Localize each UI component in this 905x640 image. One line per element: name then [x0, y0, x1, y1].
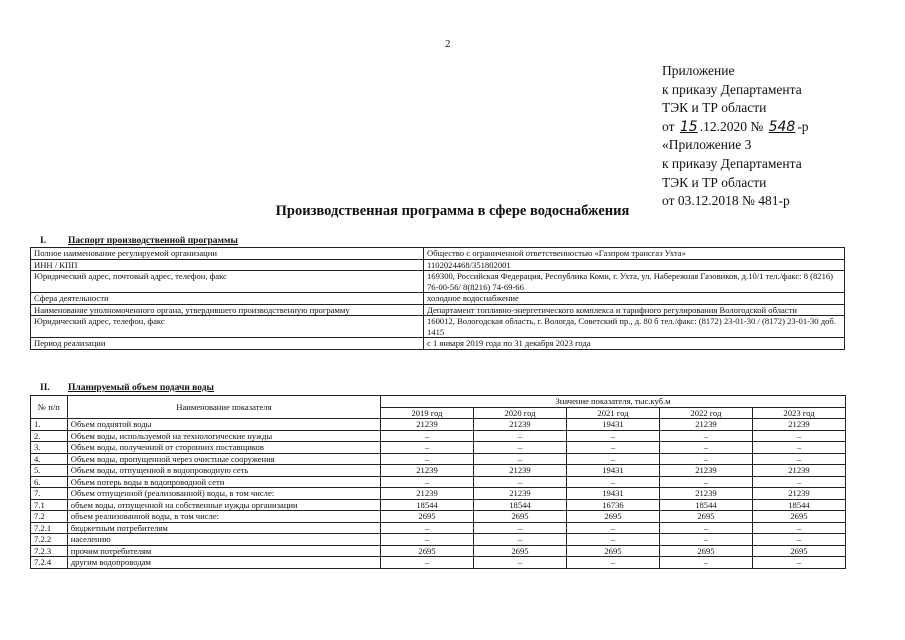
- row-name: объем реализованной воды, в том числе:: [67, 511, 380, 523]
- row-value: –: [659, 557, 752, 569]
- col-header-values: Значение показателя, тыс.куб.м: [381, 396, 846, 408]
- passport-row: [31, 248, 845, 260]
- table-row: [31, 511, 846, 523]
- row-value: –: [752, 430, 845, 442]
- year-header: 2020 год: [473, 407, 566, 419]
- row-number: 7.2.2: [31, 534, 68, 546]
- row-name: прочим потребителям: [67, 545, 380, 557]
- appendix-line: к приказу Департамента: [662, 81, 802, 97]
- appendix-line: к приказу Департамента: [662, 155, 802, 171]
- row-name: Объем воды, используемой на технологические нужды: [67, 430, 380, 442]
- appendix-line: «Приложение 3: [662, 137, 752, 153]
- order-date-rest: .12.2020 №: [699, 118, 764, 134]
- row-value: –: [752, 557, 845, 569]
- row-number: 7.2.1: [31, 522, 68, 534]
- section-number: I.: [40, 236, 47, 246]
- passport-value: 169300, Российская Федерация, Республика Коми, г. Ухта, ул. Набережная Газовиков, д.10/1 тел./факс: 8 (8216) 76-00-56/ 8(8216) 74-69-66: [424, 271, 845, 293]
- row-value: –: [659, 522, 752, 534]
- table-row: [31, 545, 846, 557]
- table-row: [31, 430, 846, 442]
- row-name: Объем поднятой воды: [67, 419, 380, 431]
- row-value: –: [752, 534, 845, 546]
- handwritten-number: 548: [768, 118, 796, 135]
- row-value: –: [381, 522, 474, 534]
- row-value: –: [752, 522, 845, 534]
- passport-key: Наименование уполномоченного органа, утвердившего производственную программу: [31, 304, 424, 316]
- row-number: 2.: [31, 430, 68, 442]
- row-value: –: [752, 476, 845, 488]
- year-header: 2019 год: [381, 407, 474, 419]
- row-value: –: [473, 442, 566, 454]
- section-title: Паспорт производственной программы: [68, 236, 238, 246]
- section-title: Планируемый объем подачи воды: [68, 383, 214, 393]
- section2-heading: [40, 383, 214, 393]
- row-value: 21239: [752, 465, 845, 477]
- row-value: 21239: [659, 488, 752, 500]
- passport-value: Общество с ограниченной ответственностью «Газпром трансгаз Ухта»: [424, 248, 845, 260]
- row-value: –: [566, 430, 659, 442]
- passport-key: Полное наименование регулируемой организации: [31, 248, 424, 260]
- row-value: –: [473, 557, 566, 569]
- row-value: –: [381, 430, 474, 442]
- passport-table: [30, 247, 845, 350]
- row-value: 21239: [659, 419, 752, 431]
- passport-value: 1102024468/351802001: [424, 259, 845, 271]
- document-title: Производственная программа в сфере водоснабжения: [275, 203, 630, 219]
- row-number: 3.: [31, 442, 68, 454]
- row-value: 18544: [752, 499, 845, 511]
- col-header-number: № п/п: [31, 396, 68, 419]
- row-value: –: [752, 442, 845, 454]
- row-value: –: [566, 453, 659, 465]
- row-number: 7.: [31, 488, 68, 500]
- passport-value: с 1 января 2019 года по 31 декабря 2023 года: [424, 338, 845, 350]
- row-value: –: [473, 476, 566, 488]
- volume-table: [30, 395, 846, 569]
- row-value: 21239: [381, 488, 474, 500]
- row-value: 2695: [473, 511, 566, 523]
- row-value: –: [566, 534, 659, 546]
- order-prefix: от: [662, 118, 675, 134]
- year-header: 2022 год: [659, 407, 752, 419]
- row-value: 21239: [752, 419, 845, 431]
- passport-row: [31, 259, 845, 271]
- table-row: [31, 419, 846, 431]
- passport-row: [31, 293, 845, 305]
- row-value: 21239: [381, 419, 474, 431]
- row-value: 2695: [566, 511, 659, 523]
- passport-row: [31, 304, 845, 316]
- table-row: [31, 522, 846, 534]
- handwritten-day: 15: [679, 118, 698, 135]
- row-value: –: [381, 557, 474, 569]
- table-row: [31, 499, 846, 511]
- row-value: –: [566, 557, 659, 569]
- row-name: Объем воды, пропущенной через очистные сооружения: [67, 453, 380, 465]
- row-name: Объем потерь воды в водопроводной сети: [67, 476, 380, 488]
- table-row: [31, 557, 846, 569]
- appendix-line: ТЭК и ТР области: [662, 100, 767, 116]
- row-value: –: [473, 534, 566, 546]
- row-value: 2695: [659, 545, 752, 557]
- row-number: 7.2.4: [31, 557, 68, 569]
- row-value: –: [659, 430, 752, 442]
- row-name: населению: [67, 534, 380, 546]
- row-value: –: [659, 453, 752, 465]
- row-value: 2695: [381, 511, 474, 523]
- row-value: –: [659, 476, 752, 488]
- row-value: 2695: [566, 545, 659, 557]
- row-value: –: [381, 453, 474, 465]
- appendix-line: Приложение: [662, 63, 735, 78]
- row-value: 19431: [566, 465, 659, 477]
- table-row: [31, 465, 846, 477]
- row-value: 2695: [659, 511, 752, 523]
- row-value: 18544: [473, 499, 566, 511]
- row-value: 21239: [659, 465, 752, 477]
- row-value: –: [381, 476, 474, 488]
- row-value: –: [566, 442, 659, 454]
- row-number: 7.2.3: [31, 545, 68, 557]
- row-value: 2695: [752, 511, 845, 523]
- appendix-line: от 03.12.2018 № 481-р: [662, 193, 790, 209]
- row-value: 18544: [659, 499, 752, 511]
- row-value: 19431: [566, 488, 659, 500]
- table-row: [31, 453, 846, 465]
- row-value: –: [659, 442, 752, 454]
- row-value: –: [752, 453, 845, 465]
- passport-value: холодное водоснабжение: [424, 293, 845, 305]
- row-value: –: [473, 430, 566, 442]
- row-value: –: [566, 476, 659, 488]
- table-row: [31, 476, 846, 488]
- row-value: 2695: [381, 545, 474, 557]
- year-header: 2021 год: [566, 407, 659, 419]
- row-value: –: [473, 453, 566, 465]
- row-value: 21239: [381, 465, 474, 477]
- row-value: –: [381, 442, 474, 454]
- row-number: 7.1: [31, 499, 68, 511]
- appendix-order-line: [662, 118, 809, 137]
- appendix-block: [662, 62, 809, 211]
- row-name: Объем воды, отпущенной в водопроводную сеть: [67, 465, 380, 477]
- row-name: другим водопроводам: [67, 557, 380, 569]
- row-name: бюджетным потребителям: [67, 522, 380, 534]
- appendix-line: ТЭК и ТР области: [662, 174, 767, 190]
- row-value: 19431: [566, 419, 659, 431]
- section-number: II.: [40, 383, 50, 393]
- passport-value: 160012, Вологодская область, г. Вологда, Советский пр., д. 80 б тел./факс: (8172) 23-01-30 / (8172) 23-01-30 доб. 1415: [424, 316, 845, 338]
- col-header-name: Наименование показателя: [67, 396, 380, 419]
- row-value: –: [566, 522, 659, 534]
- table-row: [31, 534, 846, 546]
- passport-row: [31, 316, 845, 338]
- row-number: 7.2: [31, 511, 68, 523]
- row-value: –: [473, 522, 566, 534]
- table-row: [31, 488, 846, 500]
- row-value: 2695: [473, 545, 566, 557]
- row-number: 5.: [31, 465, 68, 477]
- table-row: [31, 442, 846, 454]
- row-value: –: [381, 534, 474, 546]
- section1-heading: [40, 236, 238, 246]
- passport-key: Юридический адрес, почтовый адрес, телефон, факс: [31, 271, 424, 293]
- row-name: Объем воды, полученной от сторонних поставщиков: [67, 442, 380, 454]
- passport-value: Департамент топливно-энергетического комплекса и тарифного регулирования Вологодской области: [424, 304, 845, 316]
- row-name: Объем отпущенной (реализованной) воды, в том числе:: [67, 488, 380, 500]
- row-name: объем воды, отпущенной на собственные нужды организации: [67, 499, 380, 511]
- row-value: 18544: [381, 499, 474, 511]
- page-number: 2: [445, 38, 451, 50]
- passport-key: ИНН / КПП: [31, 259, 424, 271]
- row-value: 16736: [566, 499, 659, 511]
- passport-key: Период реализации: [31, 338, 424, 350]
- passport-key: Юридический адрес, телефон, факс: [31, 316, 424, 338]
- row-value: 21239: [473, 419, 566, 431]
- row-number: 4.: [31, 453, 68, 465]
- row-value: –: [659, 534, 752, 546]
- row-value: 21239: [752, 488, 845, 500]
- year-header: 2023 год: [752, 407, 845, 419]
- passport-key: Сфера деятельности: [31, 293, 424, 305]
- row-value: 2695: [752, 545, 845, 557]
- passport-row: [31, 271, 845, 293]
- order-suffix: -р: [797, 118, 809, 134]
- row-value: 21239: [473, 465, 566, 477]
- row-value: 21239: [473, 488, 566, 500]
- row-number: 6.: [31, 476, 68, 488]
- row-number: 1.: [31, 419, 68, 431]
- passport-row: [31, 338, 845, 350]
